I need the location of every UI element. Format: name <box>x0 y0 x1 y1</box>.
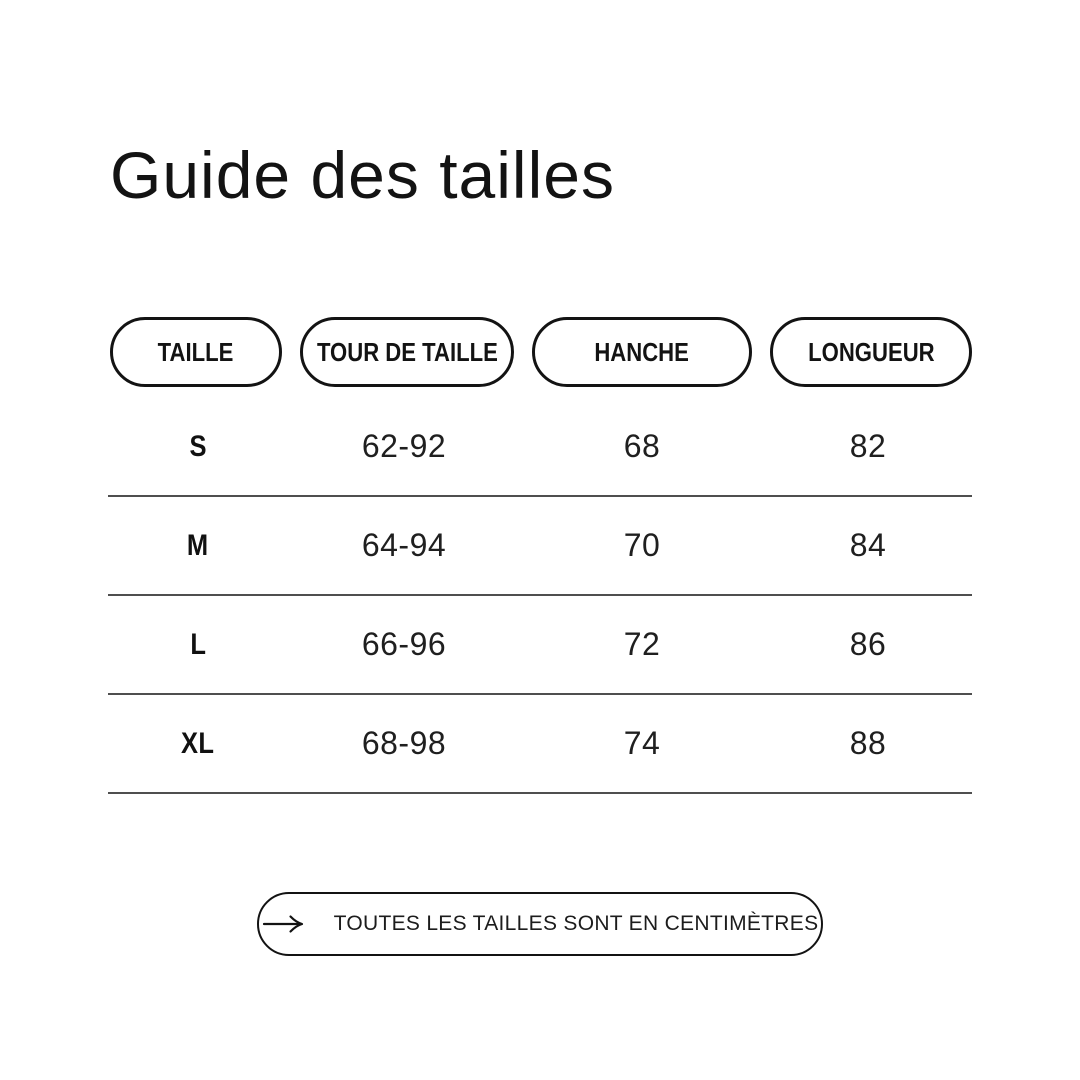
units-note-pill <box>257 892 823 956</box>
arrow-right-icon <box>262 912 304 936</box>
cell-tour-de-taille: 68-98 <box>361 725 447 761</box>
cell-longueur: 86 <box>849 626 887 662</box>
page-title: Guide des tailles <box>110 138 615 212</box>
units-note-text: TOUTES LES TAILLES SONT EN CENTIMÈTRES <box>333 912 819 935</box>
column-header-label: TOUR DE TAILLE <box>316 336 498 367</box>
table-row-s <box>108 398 972 497</box>
column-header-pill-longueur <box>770 317 972 387</box>
column-header-label: HANCHE <box>594 336 690 367</box>
table-row-xl <box>108 695 972 794</box>
cell-size-label: XL <box>181 726 215 760</box>
cell-hanche: 68 <box>623 428 661 464</box>
cell-hanche: 72 <box>623 626 661 662</box>
cell-tour-de-taille: 66-96 <box>361 626 447 662</box>
cell-hanche: 70 <box>623 527 661 563</box>
cell-tour-de-taille: 62-92 <box>361 428 447 464</box>
column-header-pill-taille <box>110 317 282 387</box>
cell-size-label: M <box>187 528 209 562</box>
cell-tour-de-taille: 64-94 <box>361 527 447 563</box>
column-header-label: LONGUEUR <box>807 336 935 367</box>
cell-longueur: 88 <box>849 725 887 761</box>
size-table-body <box>108 398 972 794</box>
table-row-l <box>108 596 972 695</box>
cell-size-label: S <box>189 429 207 463</box>
table-row-m <box>108 497 972 596</box>
cell-longueur: 82 <box>849 428 887 464</box>
column-header-pill-hanche <box>532 317 752 387</box>
cell-hanche: 74 <box>623 725 661 761</box>
column-header-label: TAILLE <box>158 336 234 367</box>
column-header-pill-tour-de-taille <box>300 317 514 387</box>
cell-size-label: L <box>189 627 206 661</box>
cell-longueur: 84 <box>849 527 887 563</box>
table-header-row <box>110 317 972 387</box>
